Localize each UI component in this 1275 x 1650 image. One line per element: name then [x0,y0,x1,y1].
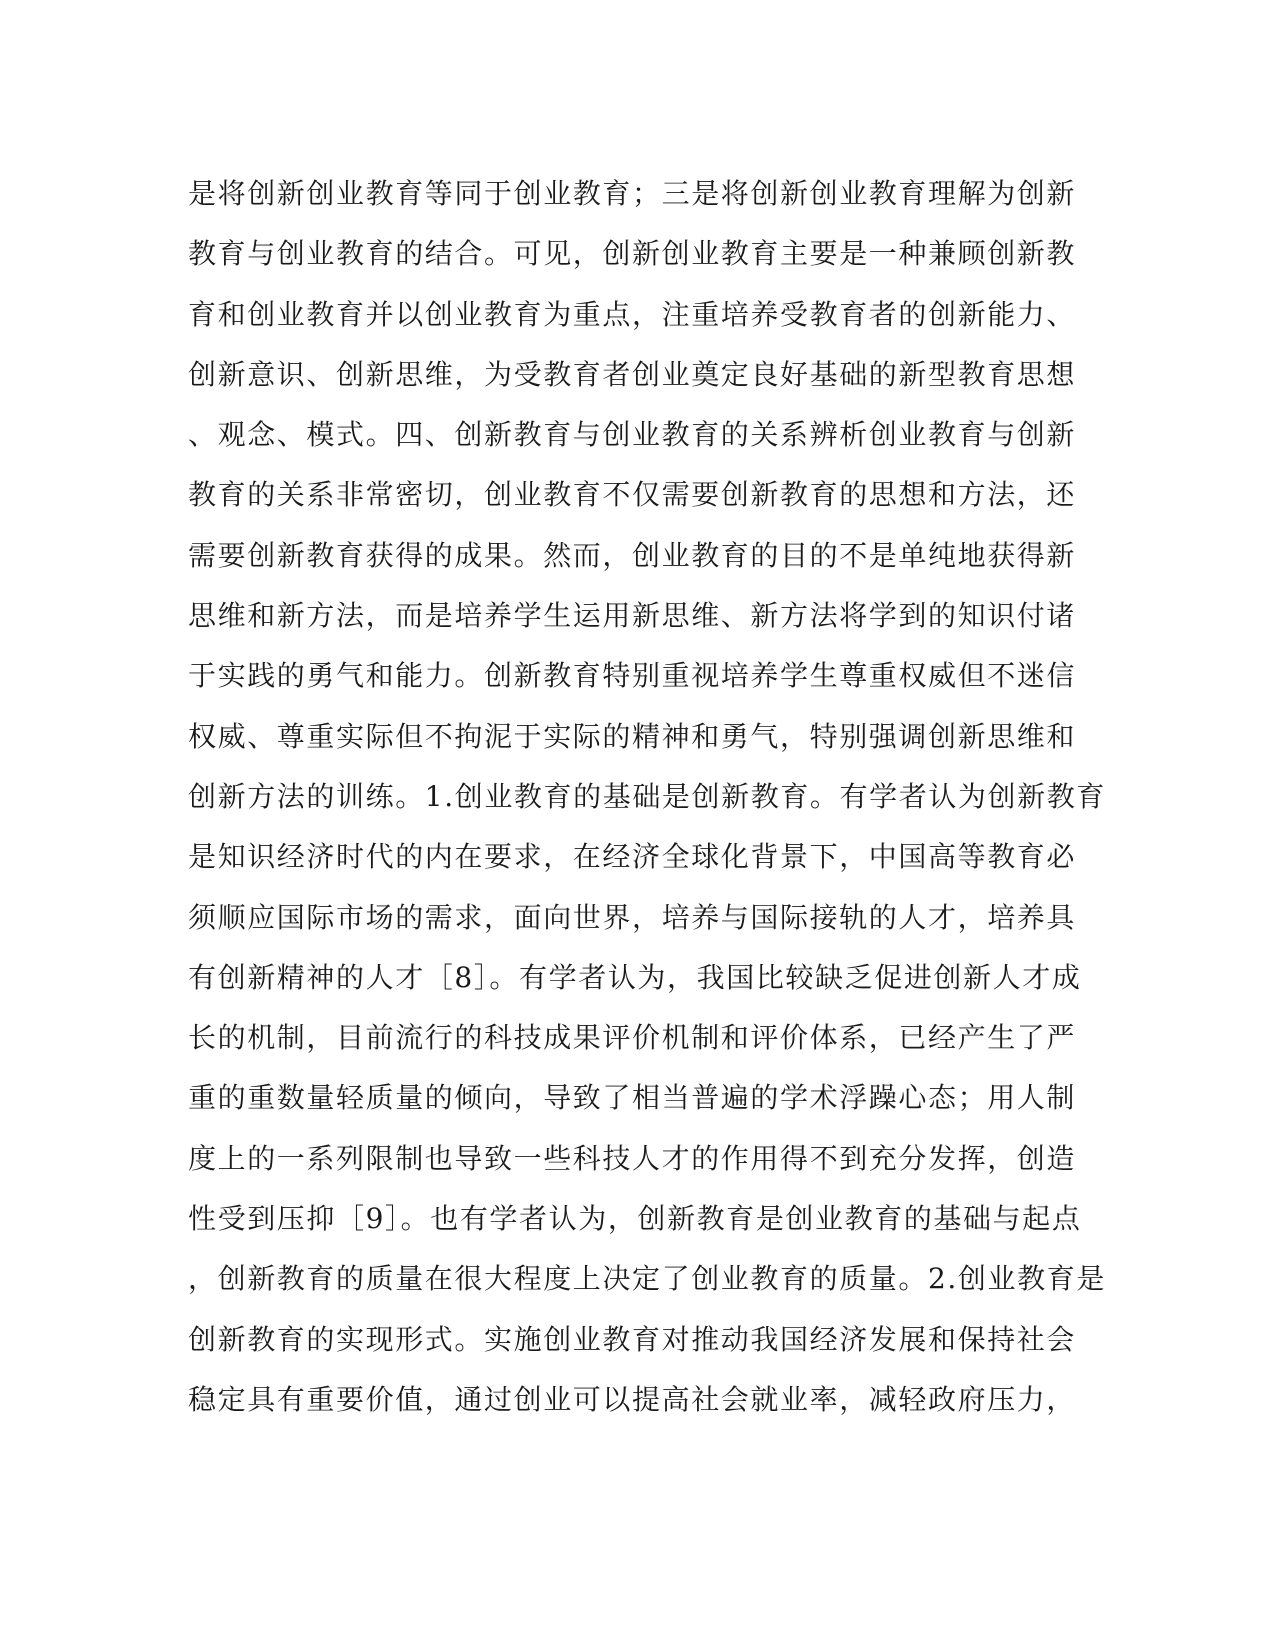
text-line: 创新方法的训练。1.创业教育的基础是创新教育。有学者认为创新教育 [188,779,1106,813]
text-line: 创新意识、创新思维，为受教育者创业奠定良好基础的新型教育思想 [188,357,1077,391]
text-line: 育和创业教育并以创业教育为重点，注重培养受教育者的创新能力、 [188,297,1077,331]
text-line: 重的重数量轻质量的倾向，导致了相当普遍的学术浮躁心态；用人制 [188,1081,1077,1115]
text-line: 是将创新创业教育等同于创业教育；三是将创新创业教育理解为创新 [188,177,1077,210]
text-line: 稳定具有重要价值，通过创业可以提高社会就业率，减轻政府压力， [188,1382,1077,1416]
text-line: 有创新精神的人才［8］。有学者认为，我国比较缺乏促进创新人才成 [188,960,1082,994]
text-line: ，创新教育的质量在很大程度上决定了创业教育的质量。2.创业教育是 [188,1262,1106,1296]
text-line: 于实践的勇气和能力。创新教育特别重视培养学生尊重权威但不迷信 [188,659,1077,693]
text-line: 性受到压抑［9］。也有学者认为，创新教育是创业教育的基础与起点 [188,1202,1082,1236]
text-line: 长的机制，目前流行的科技成果评价机制和评价体系，已经产生了严 [188,1021,1077,1055]
text-line: 是知识经济时代的内在要求，在经济全球化背景下，中国高等教育必 [188,840,1077,874]
text-line: 、观念、模式。四、创新教育与创业教育的关系辨析创业教育与创新 [188,418,1077,452]
text-line: 权威、尊重实际但不拘泥于实际的精神和勇气，特别强调创新思维和 [188,719,1077,753]
text-line: 教育与创业教育的结合。可见，创新创业教育主要是一种兼顾创新教 [188,237,1077,271]
text-line: 须顺应国际市场的需求，面向世界，培养与国际接轨的人才，培养具 [188,900,1077,934]
text-line: 需要创新教育获得的成果。然而，创业教育的目的不是单纯地获得新 [188,538,1077,572]
body-text [188,164,1106,1430]
text-line: 思维和新方法，而是培养学生运用新思维、新方法将学到的知识付诸 [188,599,1077,633]
text-line: 教育的关系非常密切，创业教育不仅需要创新教育的思想和方法，还 [188,478,1077,512]
text-line: 创新教育的实现形式。实施创业教育对推动我国经济发展和保持社会 [188,1322,1077,1356]
text-line: 度上的一系列限制也导致一些科技人才的作用得不到充分发挥，创造 [188,1141,1077,1175]
